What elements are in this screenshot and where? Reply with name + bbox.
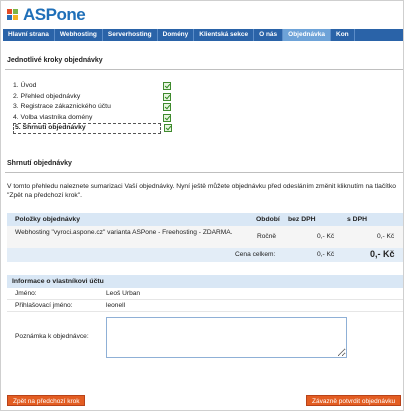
- col-vat: s DPH: [347, 216, 368, 223]
- nav-item-home[interactable]: Hlavní strana: [3, 29, 55, 41]
- nav-item-order[interactable]: Objednávka: [283, 29, 331, 41]
- table-row: [7, 226, 404, 248]
- steps-title: Jednotlivé kroky objednávky: [7, 57, 103, 64]
- step-label: 5. Shrnutí objednávky: [15, 124, 86, 131]
- step-label: 1. Úvod: [13, 82, 37, 89]
- order-note-row: [7, 312, 404, 362]
- summary-title: Shrnutí objednávky: [7, 160, 72, 167]
- step-item: [13, 102, 173, 113]
- summary-intro: V tomto přehledu naleznete sumarizaci Vaší objednávky. Nyní ještě můžete objednávku před odesláním změnit kliknutím na tlačítko "Zpět na předchozí krok".: [7, 183, 396, 199]
- item-price-no-vat: 0,- Kč: [317, 233, 335, 240]
- item-description: Webhosting "vyroci.aspone.cz" varianta ASPone - Freehosting - ZDARMA.: [15, 229, 233, 236]
- divider: [5, 172, 403, 173]
- logo-squares-icon: [7, 9, 20, 22]
- owner-login-value: leonell: [106, 302, 126, 309]
- owner-login-row: [7, 300, 404, 312]
- item-period: Ročně: [257, 233, 277, 240]
- step-label: 2. Přehled objednávky: [13, 92, 81, 100]
- owner-name-label: Jméno:: [15, 290, 37, 297]
- nav-item-about[interactable]: O nás: [254, 29, 283, 41]
- step-item-current: [13, 123, 161, 134]
- step-item: [13, 113, 173, 124]
- col-items: Položky objednávky: [15, 216, 80, 223]
- total-vat: 0,- Kč: [370, 249, 395, 259]
- order-table: [7, 213, 404, 262]
- col-no-vat: bez DPH: [288, 216, 316, 223]
- checkmark-icon: [163, 103, 171, 111]
- table-total-row: [7, 248, 404, 262]
- nav-item-domains[interactable]: Domény: [158, 29, 195, 41]
- steps-list: [13, 81, 173, 134]
- nav-item-serverhosting[interactable]: Serverhosting: [103, 29, 158, 41]
- owner-login-label: Přihlašovací jméno:: [15, 302, 73, 309]
- checkmark-icon: [163, 114, 171, 122]
- step-label: 4. Volba vlastníka domény: [13, 113, 93, 121]
- nav-item-webhosting[interactable]: Webhosting: [55, 29, 103, 41]
- owner-info: [7, 275, 404, 362]
- checkmark-icon: [163, 93, 171, 101]
- checkmark-icon: [164, 124, 172, 132]
- checkmark-icon: [163, 82, 171, 90]
- item-price-vat: 0,- Kč: [377, 233, 395, 240]
- nav-item-client-section[interactable]: Klientská sekce: [194, 29, 254, 41]
- step-item: [13, 92, 173, 103]
- order-note-label: Poznámka k objednávce:: [15, 333, 89, 340]
- back-button[interactable]: Zpět na předchozí krok: [7, 395, 85, 406]
- col-period: Období: [256, 216, 280, 223]
- owner-info-title: Informace o vlastníkovi účtu: [7, 275, 404, 288]
- main-nav: [3, 29, 404, 41]
- nav-item-contact[interactable]: Kon: [331, 29, 355, 41]
- logo-text: ASPone: [23, 5, 86, 24]
- owner-name-value: Leoš Urban: [106, 290, 141, 297]
- aspone-logo[interactable]: [7, 5, 85, 25]
- divider: [5, 69, 403, 70]
- table-header: [7, 213, 404, 226]
- total-label: Cena celkem:: [235, 251, 276, 258]
- owner-name-row: [7, 288, 404, 300]
- confirm-order-button[interactable]: Závazně potvrdit objednávku: [306, 395, 401, 406]
- step-label: 3. Registrace zákaznického účtu: [13, 103, 111, 110]
- order-note-textarea[interactable]: [106, 317, 347, 358]
- step-item: [13, 81, 173, 92]
- total-no-vat: 0,- Kč: [317, 251, 335, 258]
